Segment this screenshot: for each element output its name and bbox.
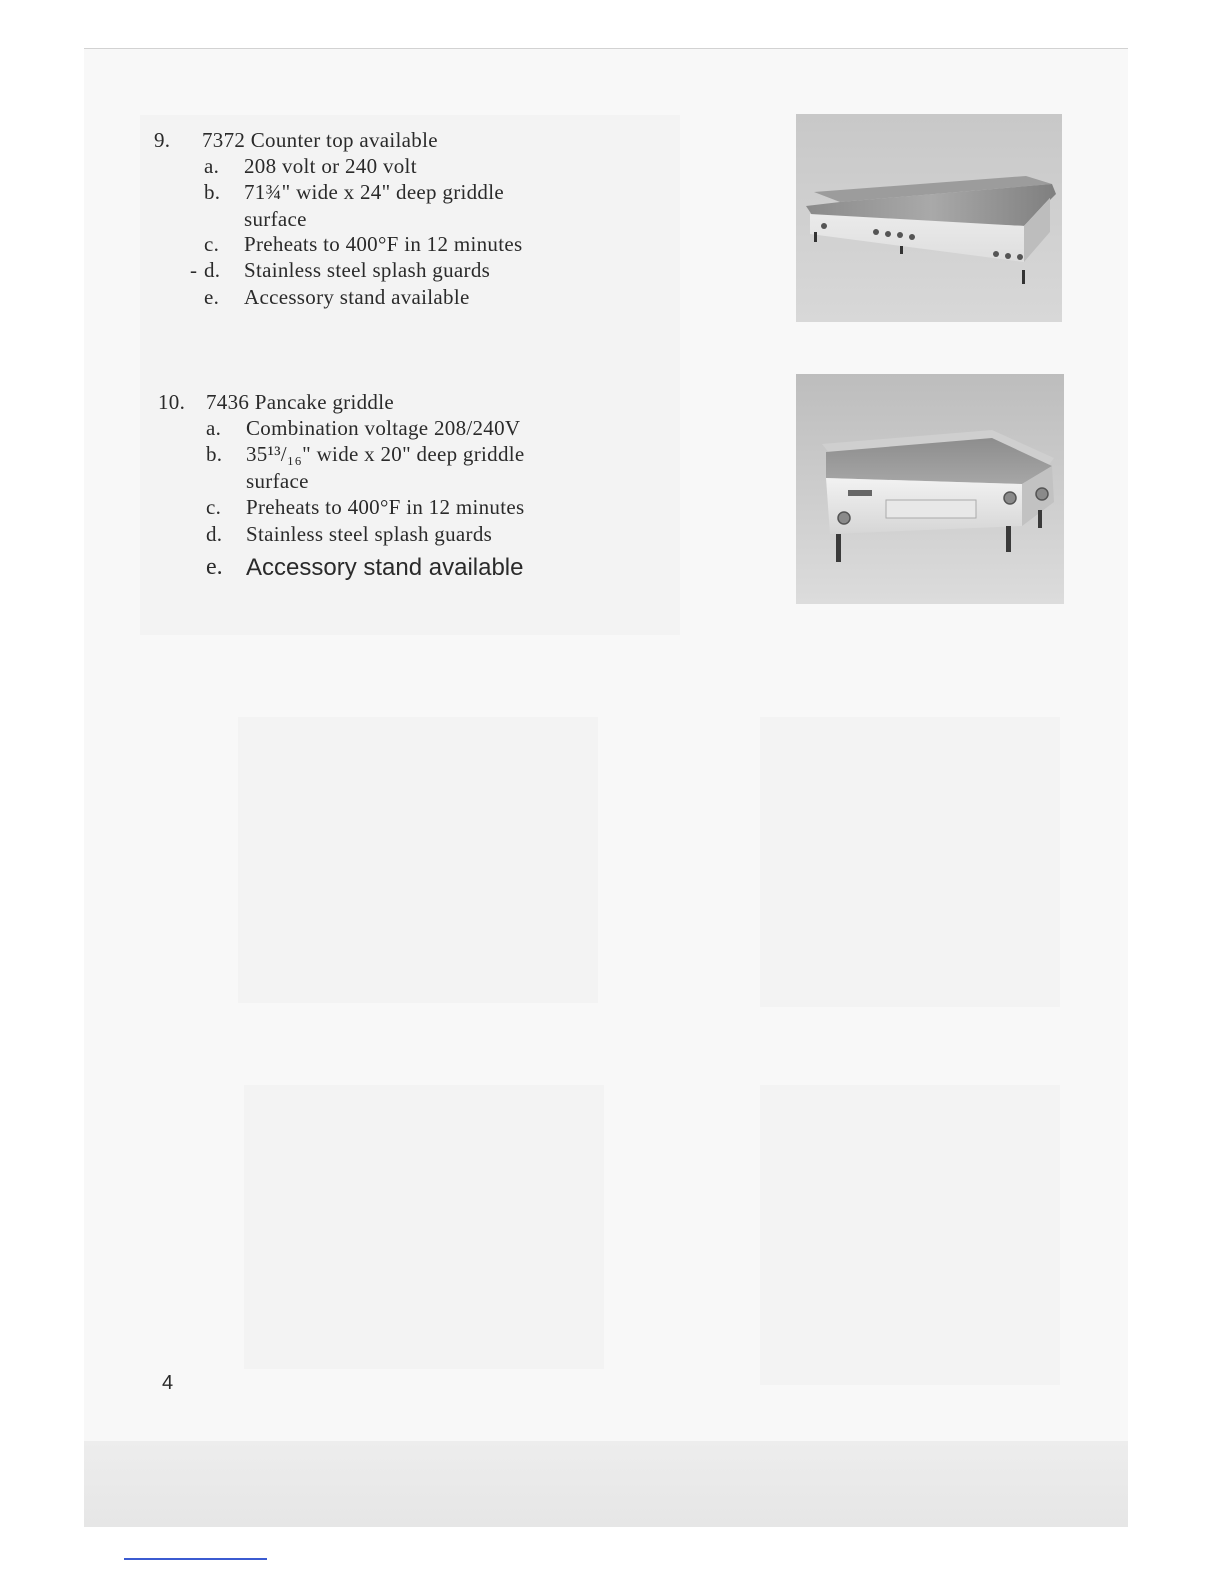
sub-letter: d. <box>204 258 221 282</box>
bleed-through-block <box>238 717 598 1003</box>
countertop-griddle-photo <box>796 114 1062 322</box>
sub-text: Preheats to 400°F in 12 minutes <box>244 232 523 256</box>
sub-letter: e. <box>206 554 223 580</box>
sub-text: surface <box>246 469 309 493</box>
sub-text: Stainless steel splash guards <box>246 522 493 546</box>
sub-text: Accessory stand available <box>244 285 470 309</box>
sub-text: Combination voltage 208/240V <box>246 416 521 440</box>
bleed-through-block <box>760 717 1060 1007</box>
item-number: 9. <box>154 128 171 152</box>
sub-text: Accessory stand available <box>246 554 524 581</box>
scan-mark: - <box>190 258 198 282</box>
page-number: 4 <box>162 1372 174 1394</box>
sub-letter: c. <box>206 495 222 519</box>
sub-letter: e. <box>204 285 220 309</box>
sub-text: Stainless steel splash guards <box>244 258 491 282</box>
sub-text: surface <box>244 207 307 231</box>
item-number: 10. <box>158 390 186 414</box>
footer-rule <box>124 1558 267 1560</box>
griddle-countertop-icon <box>796 114 1062 322</box>
sub-letter: c. <box>204 232 220 256</box>
sub-letter: b. <box>204 180 221 204</box>
item-title: 7372 Counter top available <box>202 128 438 152</box>
sub-letter: b. <box>206 442 223 466</box>
sub-letter: a. <box>204 154 220 178</box>
scan-shadow-band <box>84 1441 1128 1527</box>
bleed-through-block <box>760 1085 1060 1385</box>
sub-text: 71¾" wide x 24" deep griddle <box>244 180 504 204</box>
sub-letter: d. <box>206 522 223 546</box>
griddle-pancake-icon <box>796 374 1064 604</box>
item-title: 7436 Pancake griddle <box>206 390 394 414</box>
sub-text: Preheats to 400°F in 12 minutes <box>246 495 525 519</box>
bleed-through-block <box>244 1085 604 1369</box>
sub-letter: a. <box>206 416 222 440</box>
sub-text: 35¹³/₁₆" wide x 20" deep griddle <box>246 442 525 466</box>
sub-text: 208 volt or 240 volt <box>244 154 417 178</box>
pancake-griddle-photo <box>796 374 1064 604</box>
